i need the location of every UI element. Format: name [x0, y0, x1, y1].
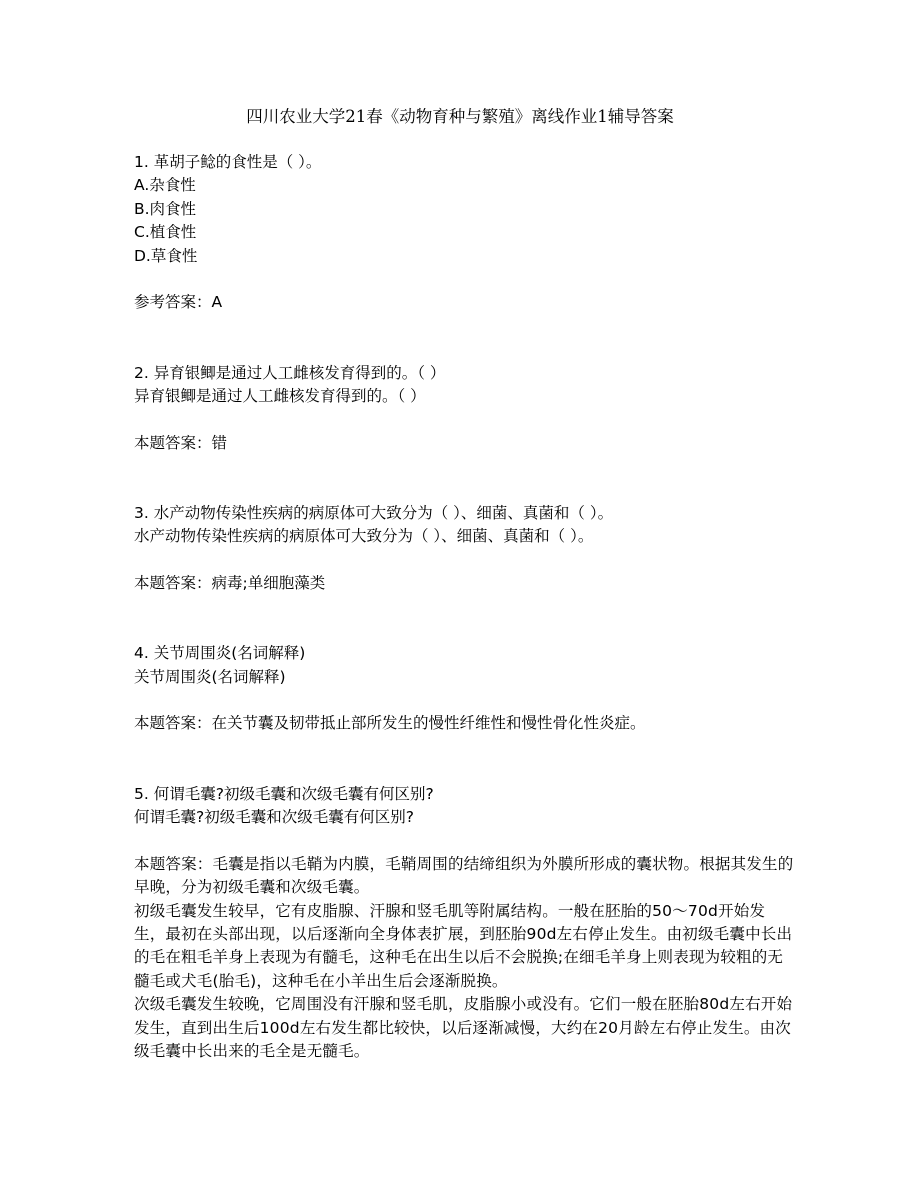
question-4-repeat: 关节周围炎(名词解释)	[134, 667, 286, 686]
question-5-stem: 5. 何谓毛囊?初级毛囊和次级毛囊有何区别?	[134, 784, 434, 803]
question-2-repeat: 异育银鲫是通过人工雌核发育得到的。（ ）	[134, 386, 426, 405]
question-5-answer: 本题答案：毛囊是指以毛鞘为内膜，毛鞘周围的结缔组织为外膜所形成的囊状物。根据其发生的早晚，分为初级毛囊和次级毛囊。	[134, 854, 794, 897]
question-1-stem: 1. 革胡子鲶的食性是（ ）。	[134, 153, 322, 171]
question-3	[134, 502, 794, 596]
question-4	[134, 642, 794, 736]
question-3-repeat: 水产动物传染性疾病的病原体可大致分为（ ）、细菌、真菌和（ ）。	[134, 527, 594, 546]
question-5-repeat: 何谓毛囊?初级毛囊和次级毛囊有何区别?	[134, 808, 414, 826]
question-4-answer: 本题答案：在关节囊及韧带抵止部所发生的慢性纤维性和慢性骨化性炎症。	[134, 714, 646, 733]
question-4-stem: 4. 关节周围炎(名词解释)	[134, 644, 306, 663]
question-2-stem: 2. 异育银鲫是通过人工雌核发育得到的。（ ）	[134, 363, 446, 382]
question-1-option-d: D.草食性	[134, 246, 198, 265]
question-1-option-b: B.肉食性	[134, 199, 197, 218]
question-1	[134, 151, 794, 315]
question-1-option-a: A.杂食性	[134, 176, 196, 195]
question-3-answer: 本题答案：病毒;单细胞藻类	[134, 574, 326, 593]
question-2	[134, 362, 794, 456]
document-title: 四川农业大学21春《动物育种与繁殖》离线作业1辅导答案	[246, 107, 674, 126]
question-5-paragraph-2: 次级毛囊发生较晚，它周围没有汗腺和竖毛肌，皮脂腺小或没有。它们一般在胚胎80d左右开始发生，直到出生后100d左右发生都比较快，以后逐渐减慢，大约在20月龄左右停止发生。由次级毛囊中长出来的毛全是无髓毛。	[134, 995, 793, 1061]
question-3-stem: 3. 水产动物传染性疾病的病原体可大致分为（ ）、细菌、真菌和（ ）。	[134, 503, 614, 522]
question-1-option-c: C.植食性	[134, 223, 197, 242]
question-5	[134, 783, 794, 1064]
question-2-answer: 本题答案：错	[134, 433, 228, 452]
document-body	[134, 151, 794, 1063]
question-5-paragraph-1: 初级毛囊发生较早，它有皮脂腺、汗腺和竖毛肌等附属结构。一般在胚胎的50～70d开始发生，最初在头部出现，以后逐渐向全身体表扩展，到胚胎90d左右停止发生。由初级毛囊中长出的毛在粗毛羊身上表现为有髓毛，这种毛在出生以后不会脱换;在细毛羊身上则表现为较粗的无髓毛或犬毛(胎毛)，这种毛在小羊出生后会逐渐脱换。	[134, 901, 793, 990]
question-1-answer: 参考答案：A	[134, 293, 223, 312]
